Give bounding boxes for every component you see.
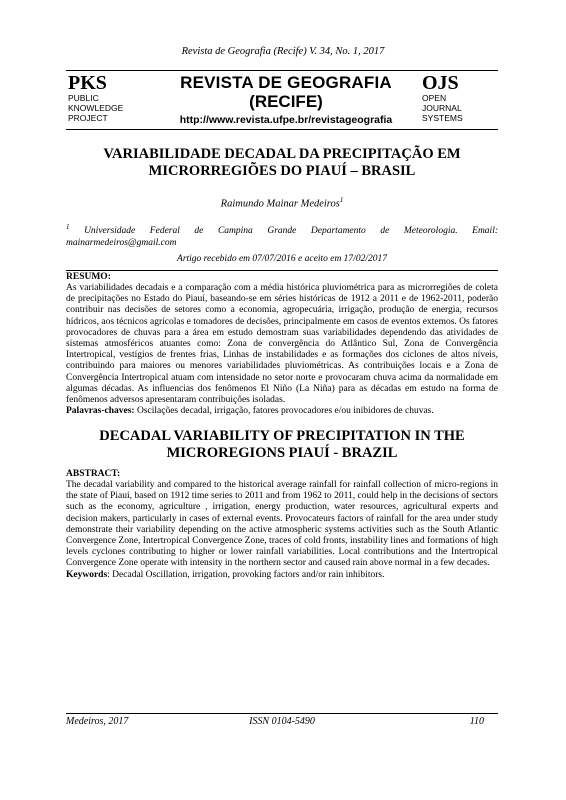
affiliation-text: Universidade Federal de Campina Grande Departamento de Meteorologia. Email: mainarmedeiros@gmail.com bbox=[66, 226, 498, 249]
pks-line: PUBLIC bbox=[68, 93, 99, 103]
abstract-keywords-text: : Decadal Oscillation, irrigation, provoking factors and/or rain inhibitors. bbox=[107, 569, 385, 580]
abstract-heading: ABSTRACT: bbox=[66, 469, 121, 479]
journal-citation-line: Revista de Geografia (Recife) V. 34, No. 1, 2017 bbox=[181, 46, 385, 57]
affiliation-superscript: 1 bbox=[66, 223, 70, 231]
resumo-text: As variabilidades decadais e a comparação com a média histórica pluviométrica para as microrregiões de coleta de precipitações no Estado do Piauí, baseando-se em séries históricas de 1912 a 2011 e de 1962-2011, poderão contribuir nas decisões de setores como a economia, agropecuária, irrigação, produção de energia, recursos hídricos, aos técnicos agrícolas e tomadores de decisões, principalmente em casos de eventos extemos. Os fatores provocadores de chuvas para a área em estudo demostram suas variabilidades dependendo das atividades de sistemas atmosféricos atuantes como: Zona de convergência do Atlântico Sul, Zona de Convergência Intertropical, vestígios de frentes frias, Linhas de instabilidades e as formações dos ciclones de altos níveis, contribuindo para maiores ou menores variabilidades pluviométricas. As contribuições locais e a Zona de Convergência Intertropical atuam com intensidade no setor norte e provocaram chuva acima da normalidade em algumas décadas. As influencias dos fenômenos El Niño (La Niña) para as décadas em estudo na forma de fenômenos adversos apresentaram contribuições isoladas. bbox=[66, 283, 498, 406]
author-line bbox=[66, 196, 498, 210]
footer-page-number: 110 bbox=[469, 716, 484, 727]
footer-divider bbox=[66, 713, 498, 714]
masthead bbox=[66, 70, 498, 130]
ojs-line: JOURNAL bbox=[422, 103, 462, 113]
journal-title-city: (RECIFE) bbox=[249, 92, 323, 111]
abstract-keywords-label: Keywords bbox=[66, 569, 108, 580]
ojs-line: OPEN bbox=[422, 93, 447, 103]
abstract-text: The decadal variability and compared to the historical average rainfall for rainfall collection of micro-regions in the state of Piauí, based on 1912 time series to 2011 and from 1962 to 2011, could help in the decisions of sectors such as the economy, agriculture , irrigation, energy production, water resources, agricultural experts and decision makers, particularly in cases of external events. Provocateurs factors of rainfall for the area under study demonstrate their variability depending on the active atmospheric systems activities such as the South Atlantic Convergence Zone, Intertropical Convergence Zone, traces of cold fronts, instability lines and formations of high levels cyclones contributing to higher or lower rainfall variabilities. Local contributions and the Intertropical Convergence Zone operate with intensity in the northern sector and caused rain above normal in a few decades. bbox=[66, 480, 498, 569]
resumo-keywords bbox=[66, 406, 498, 417]
resumo-section bbox=[66, 270, 498, 417]
footer-author-year: Medeiros, 2017 bbox=[66, 716, 129, 727]
resumo-heading: RESUMO: bbox=[66, 272, 111, 282]
author-superscript: 1 bbox=[339, 196, 344, 204]
ojs-logo-text: OJS bbox=[422, 72, 459, 94]
journal-title: REVISTA DE GEOGRAFIA bbox=[180, 73, 392, 92]
abstract-keywords bbox=[66, 570, 498, 581]
footer-issn: ISSN 0104-5490 bbox=[249, 716, 315, 727]
resumo-keywords-text: Oscilações decadal, irrigação, fatores provocadores e/ou inibidores de chuvas. bbox=[134, 406, 434, 417]
journal-title-block bbox=[156, 73, 416, 127]
pks-logo bbox=[68, 73, 148, 123]
article-title-english: DECADAL VARIABILITY OF PRECIPITATION IN THE MICROREGIONS PIAUÍ - BRAZIL bbox=[99, 428, 465, 461]
pks-line: KNOWLEDGE bbox=[68, 103, 124, 113]
resumo-keywords-label: Palavras-chaves: bbox=[66, 406, 135, 417]
pks-logo-text: PKS bbox=[68, 72, 107, 94]
ojs-logo bbox=[422, 73, 498, 123]
ojs-line: SYSTEMS bbox=[422, 113, 463, 123]
affiliation bbox=[66, 221, 498, 249]
author-name: Raimundo Mainar Medeiros bbox=[220, 198, 340, 210]
received-dates: Artigo recebido em 07/07/2016 e aceito em 17/02/2017 bbox=[177, 254, 387, 264]
abstract-section bbox=[66, 468, 498, 581]
journal-url[interactable]: http://www.revista.ufpe.br/revistageografia bbox=[179, 114, 393, 126]
pks-line: PROJECT bbox=[68, 113, 108, 123]
article-title-portuguese: VARIABILIDADE DECADAL DA PRECIPITAÇÃO EM MICRORREGIÕES DO PIAUÍ – BRASIL bbox=[103, 146, 461, 179]
